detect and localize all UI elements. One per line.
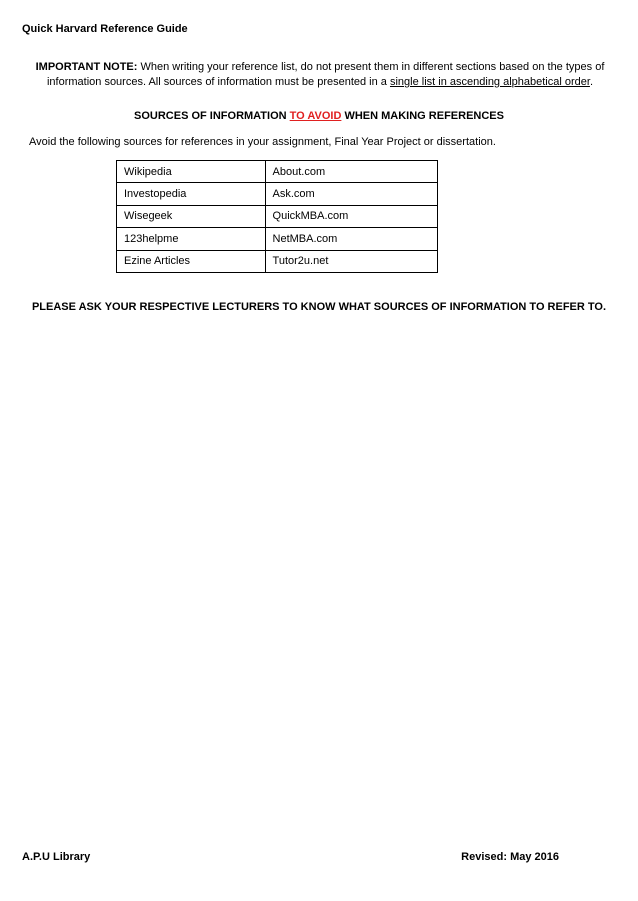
table-cell: 123helpme: [117, 228, 266, 250]
table-cell: Wisegeek: [117, 205, 266, 227]
footer-revision-date: Revised: May 2016: [461, 851, 559, 863]
advice-text: PLEASE ASK YOUR RESPECTIVE LECTURERS TO KNOW WHAT SOURCES OF INFORMATION TO REFER TO.: [31, 301, 607, 313]
sources-to-avoid-table: [116, 160, 438, 273]
footer-library-name: A.P.U Library: [22, 851, 91, 863]
table-cell: QuickMBA.com: [265, 205, 437, 227]
section-heading-highlight: TO AVOID: [289, 110, 342, 122]
important-note: [34, 60, 606, 90]
section-heading-start: SOURCES OF INFORMATION: [134, 110, 290, 122]
section-heading-end: WHEN MAKING REFERENCES: [341, 110, 504, 122]
table-cell: Tutor2u.net: [265, 250, 437, 272]
table-cell: NetMBA.com: [265, 228, 437, 250]
table-row: [117, 205, 438, 227]
table-cell: Investopedia: [117, 183, 266, 205]
table-cell: Wikipedia: [117, 161, 266, 183]
table-row: [117, 183, 438, 205]
important-note-period: .: [589, 76, 594, 88]
important-note-text: When writing your reference list, do not present them in different sections based on the types of information sources. All sources of information must be presented in a: [46, 61, 605, 88]
table-row: [117, 228, 438, 250]
table-cell: Ask.com: [265, 183, 437, 205]
table-cell: Ezine Articles: [117, 250, 266, 272]
important-note-label: IMPORTANT NOTE:: [35, 61, 138, 73]
section-heading: [0, 110, 638, 122]
table-row: [117, 161, 438, 183]
important-note-underlined-text: single list in ascending alphabetical order: [389, 76, 590, 88]
section-intro-text: Avoid the following sources for references in your assignment, Final Year Project or dissertation.: [29, 136, 496, 148]
table-row: [117, 250, 438, 272]
document-header-title: Quick Harvard Reference Guide: [22, 23, 188, 35]
table-cell: About.com: [265, 161, 437, 183]
